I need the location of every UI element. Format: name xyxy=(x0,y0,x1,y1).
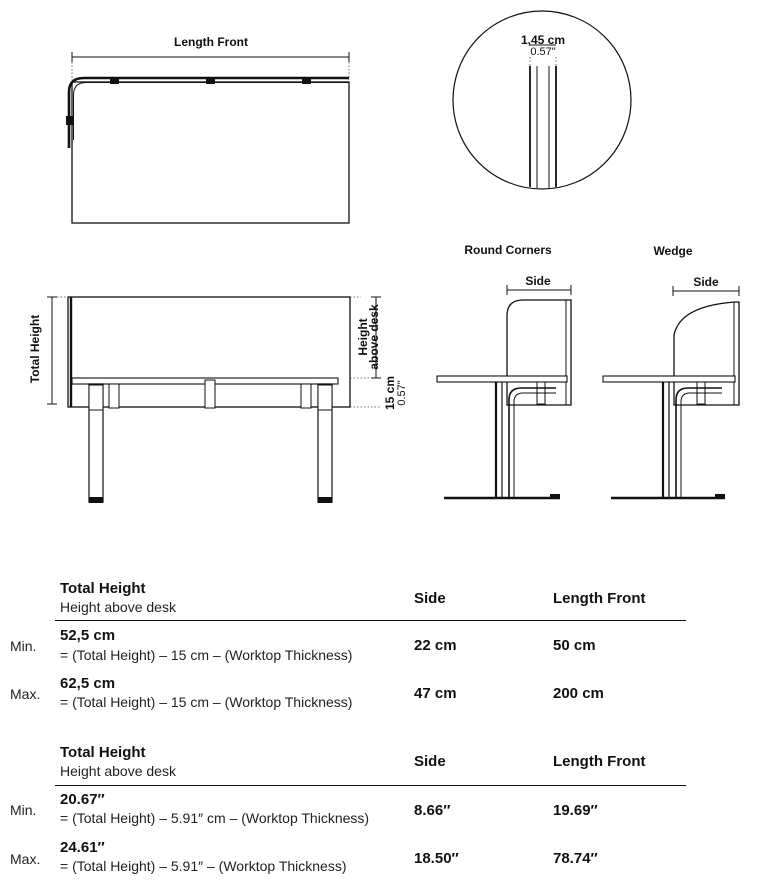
header-height-above-desk: Height above desk xyxy=(60,599,176,615)
detail-width-in: 0.57" xyxy=(530,46,556,58)
wedge-drawing xyxy=(603,244,739,499)
row-side-value: 18.50″ xyxy=(414,850,459,867)
row-height-value: 24.61″ xyxy=(60,839,105,856)
row-label: Max. xyxy=(10,686,41,702)
header-divider xyxy=(55,620,686,621)
front-total-height-label: Total Height xyxy=(28,314,42,384)
row-formula: = (Total Height) – 15 cm – (Worktop Thickness) xyxy=(60,647,353,663)
row-side-value: 47 cm xyxy=(414,685,457,702)
header-total-height: Total Height xyxy=(60,744,146,761)
header-divider xyxy=(55,785,686,786)
row-label: Min. xyxy=(10,638,37,654)
header-total-height: Total Height xyxy=(60,580,146,597)
row-formula: = (Total Height) – 5.91″ – (Worktop Thickness) xyxy=(60,858,347,874)
header-length-front: Length Front xyxy=(553,753,646,770)
front-gap-in: 0.57" xyxy=(396,380,408,406)
row-length-value: 78.74″ xyxy=(553,850,598,867)
header-height-above-desk: Height above desk xyxy=(60,763,176,779)
row-length-value: 19.69″ xyxy=(553,802,598,819)
header-side: Side xyxy=(414,590,446,607)
row-length-value: 50 cm xyxy=(553,637,596,654)
top-view-drawing xyxy=(66,35,349,223)
round-corners-drawing xyxy=(437,243,571,499)
top-view-length-label: Length Front xyxy=(174,35,248,49)
front-view-drawing xyxy=(28,297,408,503)
detail-width-cm: 1,45 cm xyxy=(520,33,566,47)
header-side: Side xyxy=(414,753,446,770)
row-label: Max. xyxy=(10,851,41,867)
row-height-value: 62,5 cm xyxy=(60,675,116,692)
wedge-side-label: Side xyxy=(693,275,719,289)
panel-thickness-detail xyxy=(453,11,631,189)
round-corners-side-label: Side xyxy=(525,274,551,288)
front-height-above-line1: Height xyxy=(356,318,370,356)
wedge-title: Wedge xyxy=(653,244,693,258)
header-length-front: Length Front xyxy=(553,590,646,607)
front-height-above-line2: above desk xyxy=(367,304,381,370)
row-side-value: 22 cm xyxy=(414,637,457,654)
row-label: Min. xyxy=(10,802,37,818)
row-height-value: 20.67″ xyxy=(60,791,105,808)
front-gap-cm: 15 cm xyxy=(383,375,397,411)
row-length-value: 200 cm xyxy=(553,685,604,702)
row-height-value: 52,5 cm xyxy=(60,627,116,644)
row-formula: = (Total Height) – 15 cm – (Worktop Thickness) xyxy=(60,694,353,710)
row-side-value: 8.66″ xyxy=(414,802,451,819)
row-formula: = (Total Height) – 5.91″ cm – (Worktop Thickness) xyxy=(60,810,370,826)
round-corners-title: Round Corners xyxy=(464,243,552,257)
